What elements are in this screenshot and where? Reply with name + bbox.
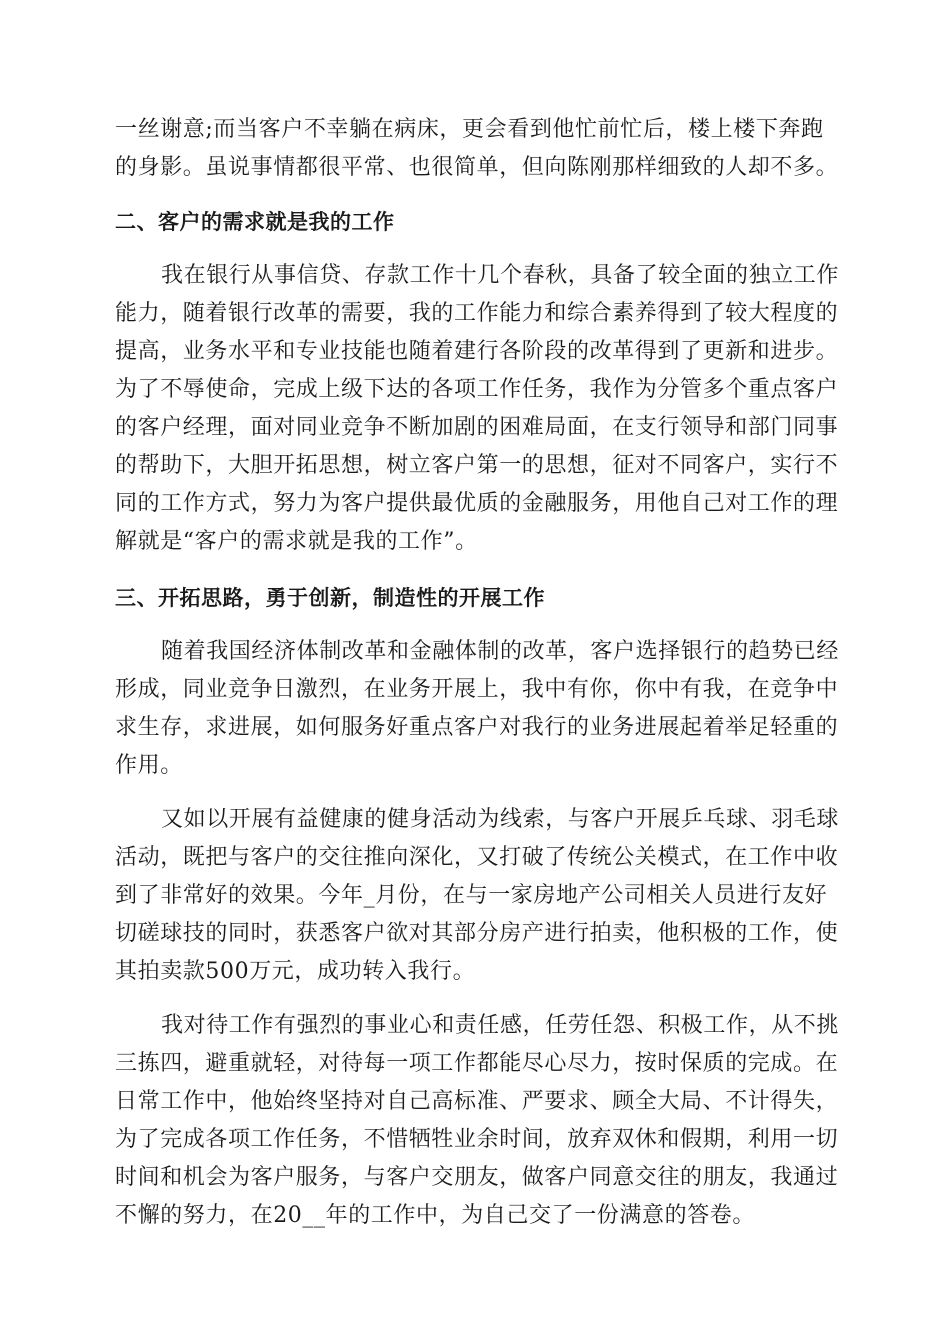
section-three-p3-line-3: 日常工作中，他始终坚持对自己高标准、严要求、顾全大局、不计得失， bbox=[115, 1089, 839, 1114]
section-three-p3-line-2: 三拣四，避重就轻，对待每一项工作都能尽心尽力，按时保质的完成。在 bbox=[115, 1051, 839, 1076]
section-three-p1-line-1: 随着我国经济体制改革和金融体制的改革，客户选择银行的趋势已经 bbox=[161, 639, 840, 664]
section-three-heading: 三、开拓思路，勇于创新，制造性的开展工作 bbox=[115, 586, 545, 610]
section-two-line-2: 能力，随着银行改革的需要，我的工作能力和综合素养得到了较大程度的 bbox=[115, 301, 839, 326]
section-two-line-1: 我在银行从事信贷、存款工作十几个春秋，具备了较全面的独立工作 bbox=[161, 263, 840, 288]
intro-line-2: 的身影。虽说事情都很平常、也很简单，但向陈刚那样细致的人却不多。 bbox=[115, 155, 839, 180]
section-two-line-6: 的帮助下，大胆开拓思想，树立客户第一的思想，征对不同客户，实行不 bbox=[115, 453, 839, 478]
section-two-line-3: 提高，业务水平和专业技能也随着建行各阶段的改革得到了更新和进步。 bbox=[115, 339, 839, 364]
section-three-p2-line-5: 其拍卖款500万元，成功转入我行。 bbox=[115, 959, 476, 984]
section-three-p3-line-4: 为了完成各项工作任务，不惜牺牲业余时间，放弃双休和假期，利用一切 bbox=[115, 1127, 839, 1152]
section-three-p3-line-5: 时间和机会为客户服务，与客户交朋友，做客户同意交往的朋友，我通过 bbox=[115, 1165, 839, 1190]
section-three-p2-line-1: 又如以开展有益健康的健身活动为线索，与客户开展乒乓球、羽毛球 bbox=[161, 807, 840, 832]
section-three-p2-line-2: 活动，既把与客户的交往推向深化，又打破了传统公关模式，在工作中收 bbox=[115, 845, 839, 870]
section-three-p1-line-4: 作用。 bbox=[115, 753, 183, 778]
section-two-line-8: 解就是“客户的需求就是我的工作”。 bbox=[115, 529, 478, 554]
section-three-p2-line-3: 到了非常好的效果。今年_月份，在与一家房地产公司相关人员进行友好 bbox=[115, 883, 828, 908]
section-three-p2-line-4: 切磋球技的同时，获悉客户欲对其部分房产进行拍卖，他积极的工作，使 bbox=[115, 921, 839, 946]
section-two-heading: 二、客户的需求就是我的工作 bbox=[115, 210, 395, 234]
section-two-line-7: 同的工作方式，努力为客户提供最优质的金融服务，用他自己对工作的理 bbox=[115, 491, 839, 516]
section-three-p1-line-2: 形成，同业竞争日激烈，在业务开展上，我中有你，你中有我，在竞争中 bbox=[115, 677, 839, 702]
section-two-line-5: 的客户经理，面对同业竞争不断加剧的困难局面，在支行领导和部门同事 bbox=[115, 415, 839, 440]
section-two-line-4: 为了不辱使命，完成上级下达的各项工作任务，我作为分管多个重点客户 bbox=[115, 377, 839, 402]
section-three-p3-line-1: 我对待工作有强烈的事业心和责任感，任劳任怨、积极工作，从不挑 bbox=[161, 1013, 840, 1038]
section-three-p3-line-6: 不懈的努力，在20__年的工作中，为自己交了一份满意的答卷。 bbox=[115, 1203, 755, 1228]
section-three-p1-line-3: 求生存，求进展，如何服务好重点客户对我行的业务进展起着举足轻重的 bbox=[115, 715, 839, 740]
intro-line-1: 一丝谢意;而当客户不幸躺在病床，更会看到他忙前忙后，楼上楼下奔跑 bbox=[115, 117, 824, 142]
